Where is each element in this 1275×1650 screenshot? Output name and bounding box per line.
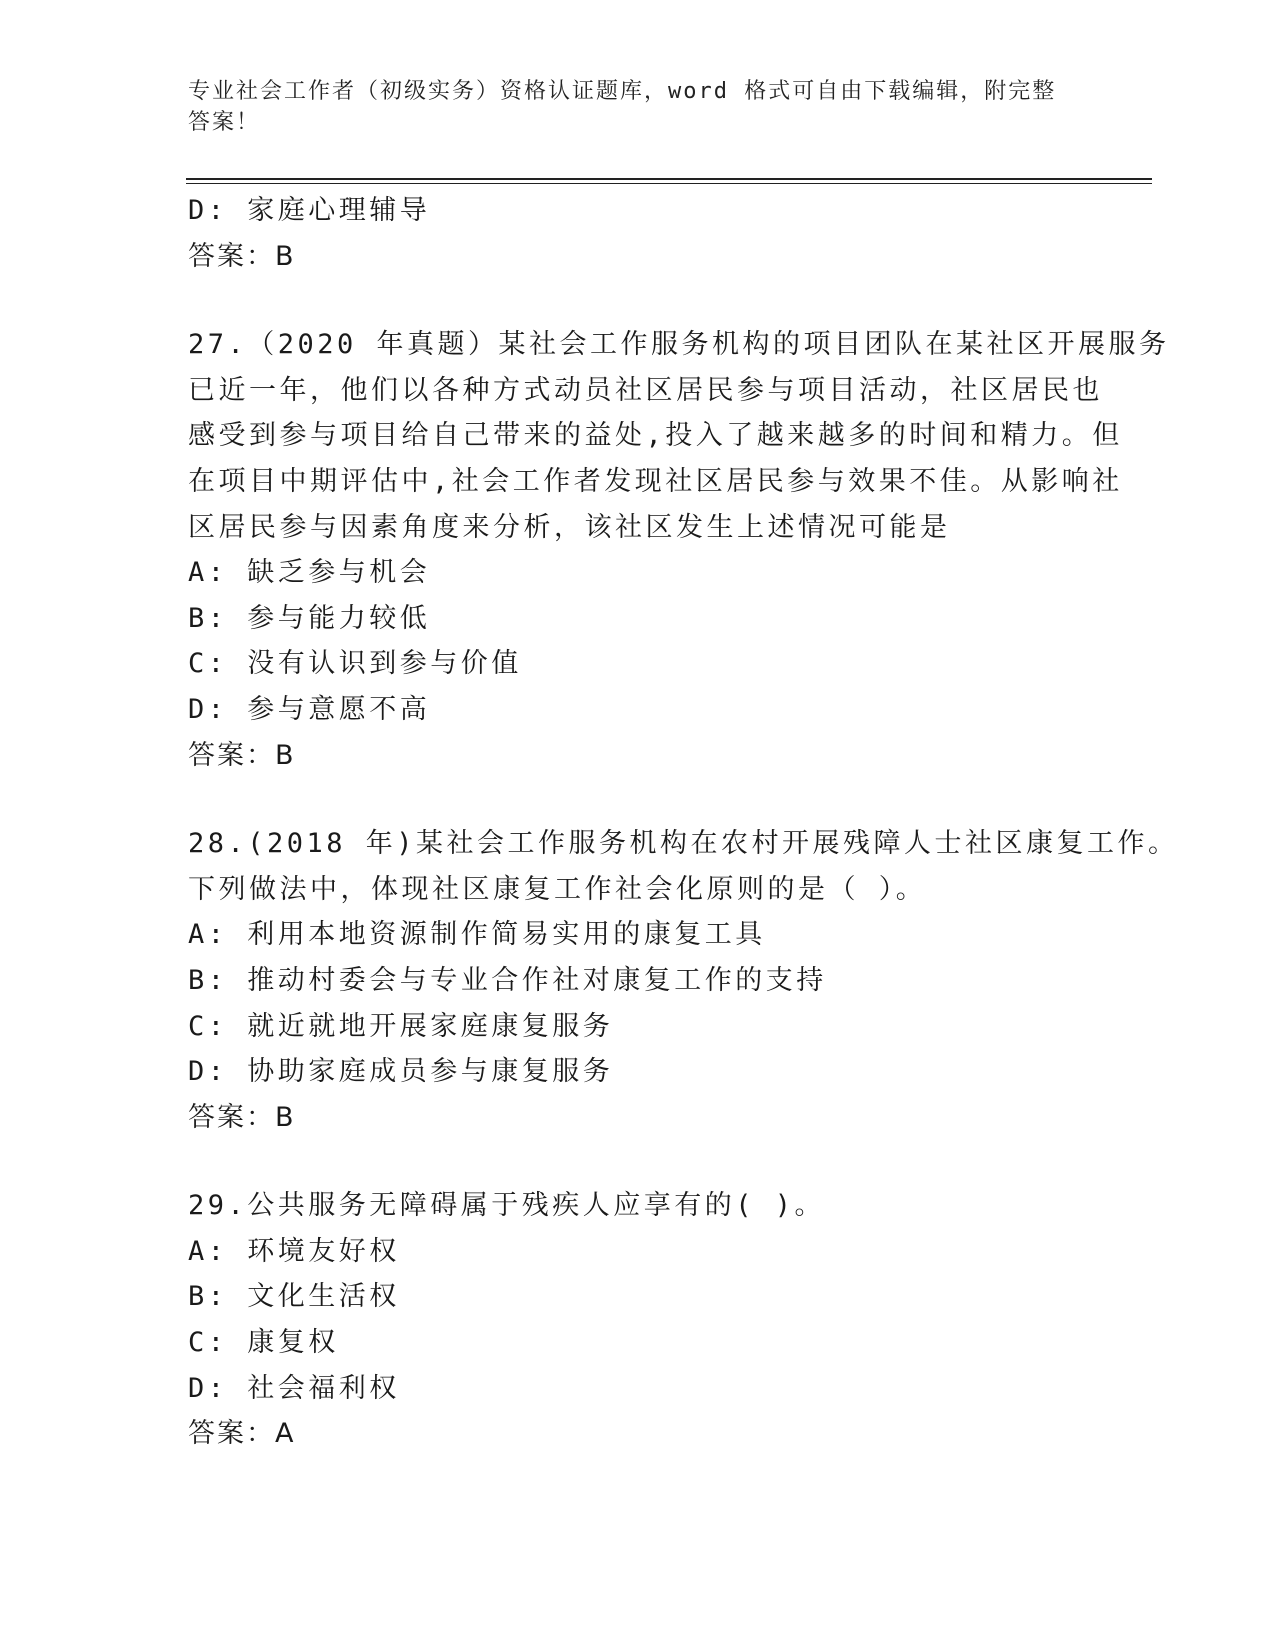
question-stem-line: 区居民参与因素角度来分析，该社区发生上述情况可能是 (188, 511, 951, 543)
question-stem-line: 29.公共服务无障碍属于残疾人应享有的( )。 (188, 1190, 826, 1222)
option-a: A: 环境友好权 (188, 1235, 400, 1267)
answer-line: 答案：B (188, 739, 296, 771)
option-b: B: 推动村委会与专业合作社对康复工作的支持 (188, 964, 827, 996)
question-stem-line: 27.（2020 年真题）某社会工作服务机构的项目团队在某社区开展服务 (188, 329, 1170, 361)
header-divider (186, 183, 1152, 184)
option-c: C: 康复权 (188, 1327, 339, 1359)
option-d: D: 参与意愿不高 (188, 693, 431, 725)
question-29 (188, 1183, 1088, 1457)
option-d: D: 家庭心理辅导 (188, 195, 431, 226)
question-27 (188, 322, 1170, 778)
answer-line: 答案：A (188, 1418, 296, 1450)
option-d: D: 协助家庭成员参与康复服务 (188, 1056, 614, 1088)
question-stem-line: 下列做法中，体现社区康复工作社会化原则的是（ ）。 (188, 873, 927, 905)
question-stem-line: 已近一年，他们以各种方式动员社区居民参与项目活动，社区居民也 (188, 374, 1103, 406)
question-stem-line: 感受到参与项目给自己带来的益处,投入了越来越多的时间和精力。但 (188, 420, 1123, 452)
question-stem-line: 在项目中期评估中,社会工作者发现社区居民参与效果不佳。从影响社 (188, 465, 1123, 497)
header-note (188, 76, 1088, 138)
option-b: B: 参与能力较低 (188, 602, 431, 634)
option-c: C: 没有认识到参与价值 (188, 648, 522, 680)
option-a: A: 利用本地资源制作简易实用的康复工具 (188, 919, 766, 951)
answer-line: 答案：B (188, 1101, 296, 1133)
question-stem-line: 28.(2018 年)某社会工作服务机构在农村开展残障人士社区康复工作。 (188, 828, 1179, 860)
question-content (188, 188, 1179, 1457)
question-28 (188, 821, 1179, 1140)
option-c: C: 就近就地开展家庭康复服务 (188, 1010, 614, 1042)
header-note-line: 专业社会工作者（初级实务）资格认证题库，word 格式可自由下载编辑，附完整 (188, 79, 1057, 104)
header-divider (186, 178, 1152, 180)
option-d: D: 社会福利权 (188, 1372, 400, 1404)
answer-line: 答案：B (188, 240, 296, 272)
header-note-line: 答案！ (188, 110, 261, 135)
option-b: B: 文化生活权 (188, 1281, 400, 1313)
option-a: A: 缺乏参与机会 (188, 557, 431, 589)
